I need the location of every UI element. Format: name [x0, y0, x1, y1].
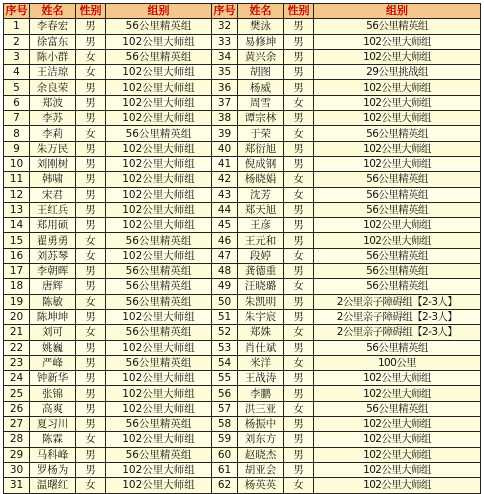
cell-group: 56公里精英组	[106, 294, 212, 309]
cell-group: 102公里大师组	[314, 111, 481, 126]
cell-name: 翟勇勇	[30, 233, 76, 248]
cell-gender: 男	[284, 340, 314, 355]
cell-seq: 62	[212, 478, 238, 493]
cell-gender: 女	[76, 233, 106, 248]
cell-group: 102公里大师组	[314, 141, 481, 156]
header-gender: 性别	[284, 4, 314, 19]
cell-gender: 男	[76, 111, 106, 126]
cell-seq: 18	[4, 279, 30, 294]
cell-name: 朱凯明	[238, 294, 284, 309]
table-row	[4, 432, 481, 447]
cell-seq: 57	[212, 401, 238, 416]
cell-name: 王元和	[238, 233, 284, 248]
cell-seq: 29	[4, 447, 30, 462]
cell-name: 王彦	[238, 218, 284, 233]
cell-name: 罗杨为	[30, 462, 76, 477]
cell-gender: 男	[76, 141, 106, 156]
cell-gender: 男	[76, 19, 106, 34]
cell-group: 102公里大师组	[106, 80, 212, 95]
cell-seq: 15	[4, 233, 30, 248]
cell-group: 56公里精英组	[314, 187, 481, 202]
cell-seq: 22	[4, 340, 30, 355]
cell-group: 2公里亲子障碍组【2-3人】	[314, 325, 481, 340]
cell-name: 王战涛	[238, 371, 284, 386]
cell-group: 102公里大师组	[314, 417, 481, 432]
cell-name: 余良荣	[30, 80, 76, 95]
cell-group: 56公里精英组	[106, 417, 212, 432]
cell-group: 102公里大师组	[314, 233, 481, 248]
cell-group: 56公里精英组	[314, 401, 481, 416]
cell-seq: 12	[4, 187, 30, 202]
cell-group: 56公里精英组	[314, 248, 481, 263]
cell-name: 周雪	[238, 95, 284, 110]
cell-gender: 男	[76, 309, 106, 324]
cell-gender: 男	[284, 264, 314, 279]
cell-group: 102公里大师组	[106, 462, 212, 477]
cell-gender: 男	[76, 371, 106, 386]
cell-name: 朱宇宸	[238, 309, 284, 324]
cell-group: 56公里精英组	[314, 202, 481, 217]
cell-gender: 男	[284, 202, 314, 217]
cell-seq: 55	[212, 371, 238, 386]
cell-gender: 女	[284, 187, 314, 202]
table-row	[4, 233, 481, 248]
cell-name: 胡图	[238, 65, 284, 80]
table-row	[4, 19, 481, 34]
cell-seq: 31	[4, 478, 30, 493]
header-seq: 序号	[5, 4, 28, 18]
cell-group: 102公里大师组	[106, 111, 212, 126]
table-row	[4, 264, 481, 279]
cell-group: 56公里精英组	[314, 172, 481, 187]
cell-seq: 42	[212, 172, 238, 187]
cell-gender: 男	[284, 294, 314, 309]
table-row	[4, 218, 481, 233]
header-name: 姓名	[238, 4, 284, 19]
cell-seq: 4	[4, 65, 30, 80]
cell-group: 102公里大师组	[106, 65, 212, 80]
table-row	[4, 417, 481, 432]
cell-group: 56公里精英组	[314, 19, 481, 34]
cell-name: 宋君	[30, 187, 76, 202]
cell-group: 102公里大师组	[314, 462, 481, 477]
cell-group: 29公里挑战组	[314, 65, 481, 80]
cell-gender: 男	[284, 80, 314, 95]
table-body	[4, 19, 481, 493]
cell-name: 夏习川	[30, 417, 76, 432]
cell-name: 龚德重	[238, 264, 284, 279]
cell-seq: 10	[4, 156, 30, 171]
cell-gender: 女	[284, 355, 314, 370]
cell-seq: 7	[4, 111, 30, 126]
cell-seq: 34	[212, 49, 238, 64]
cell-seq: 61	[212, 462, 238, 477]
cell-name: 郑天旭	[238, 202, 284, 217]
header-name: 姓名	[30, 4, 76, 19]
cell-gender: 男	[76, 95, 106, 110]
cell-seq: 59	[212, 432, 238, 447]
cell-gender: 男	[284, 309, 314, 324]
cell-group: 102公里大师组	[314, 34, 481, 49]
header-group: 组别	[106, 4, 212, 19]
cell-name: 刘刚树	[30, 156, 76, 171]
cell-gender: 女	[76, 248, 106, 263]
cell-seq: 52	[212, 325, 238, 340]
cell-name: 易修坤	[238, 34, 284, 49]
cell-gender: 男	[76, 417, 106, 432]
cell-name: 陈霖	[30, 432, 76, 447]
cell-group: 102公里大师组	[314, 447, 481, 462]
cell-seq: 51	[212, 309, 238, 324]
cell-group: 102公里大师组	[314, 49, 481, 64]
cell-seq: 3	[4, 49, 30, 64]
cell-gender: 女	[76, 49, 106, 64]
cell-name: 沈芳	[238, 187, 284, 202]
cell-name: 朱万民	[30, 141, 76, 156]
cell-seq: 11	[4, 172, 30, 187]
cell-seq: 41	[212, 156, 238, 171]
table-row	[4, 65, 481, 80]
cell-group: 56公里精英组	[106, 279, 212, 294]
cell-group: 56公里精英组	[106, 126, 212, 141]
cell-gender: 男	[76, 80, 106, 95]
cell-seq: 37	[212, 95, 238, 110]
cell-group: 102公里大师组	[106, 34, 212, 49]
cell-name: 姚巍	[30, 340, 76, 355]
cell-seq: 38	[212, 111, 238, 126]
cell-seq: 53	[212, 340, 238, 355]
table-row	[4, 202, 481, 217]
table-row	[4, 462, 481, 477]
cell-gender: 男	[284, 156, 314, 171]
table-row	[4, 386, 481, 401]
cell-group: 56公里精英组	[106, 49, 212, 64]
cell-name: 张锦	[30, 386, 76, 401]
cell-name: 郑姝	[238, 325, 284, 340]
cell-gender: 男	[76, 462, 106, 477]
cell-group: 56公里精英组	[106, 355, 212, 370]
cell-group: 102公里大师组	[106, 478, 212, 493]
cell-name: 于荣	[238, 126, 284, 141]
cell-group: 102公里大师组	[314, 386, 481, 401]
cell-group: 102公里大师组	[106, 156, 212, 171]
cell-gender: 男	[76, 264, 106, 279]
cell-name: 杨英英	[238, 478, 284, 493]
cell-seq: 45	[212, 218, 238, 233]
table-row	[4, 478, 481, 493]
header-group: 组别	[314, 4, 481, 19]
cell-gender: 女	[284, 478, 314, 493]
cell-group: 102公里大师组	[106, 172, 212, 187]
cell-seq: 25	[4, 386, 30, 401]
table-row	[4, 172, 481, 187]
cell-group: 102公里大师组	[314, 218, 481, 233]
cell-group: 102公里大师组	[314, 478, 481, 493]
table-row	[4, 371, 481, 386]
cell-seq: 56	[212, 386, 238, 401]
cell-gender: 女	[76, 126, 106, 141]
cell-name: 徐富东	[30, 34, 76, 49]
cell-name: 李朝晖	[30, 264, 76, 279]
cell-seq: 48	[212, 264, 238, 279]
cell-group: 100公里	[314, 355, 481, 370]
cell-name: 洪三亚	[238, 401, 284, 416]
cell-name: 李莉	[30, 126, 76, 141]
cell-seq: 44	[212, 202, 238, 217]
cell-gender: 女	[76, 478, 106, 493]
cell-name: 刘东方	[238, 432, 284, 447]
cell-gender: 男	[284, 111, 314, 126]
table-row	[4, 355, 481, 370]
cell-gender: 男	[76, 218, 106, 233]
cell-name: 黄兴余	[238, 49, 284, 64]
cell-seq: 50	[212, 294, 238, 309]
cell-gender: 女	[76, 65, 106, 80]
cell-seq: 24	[4, 371, 30, 386]
cell-name: 李春宏	[30, 19, 76, 34]
cell-gender: 男	[284, 447, 314, 462]
cell-group: 56公里精英组	[106, 447, 212, 462]
cell-gender: 男	[284, 34, 314, 49]
cell-seq: 23	[4, 355, 30, 370]
cell-group: 56公里精英组	[106, 19, 212, 34]
cell-seq: 60	[212, 447, 238, 462]
cell-seq: 54	[212, 355, 238, 370]
cell-group: 102公里大师组	[106, 141, 212, 156]
cell-seq: 17	[4, 264, 30, 279]
cell-gender: 男	[76, 279, 106, 294]
cell-name: 陈小群	[30, 49, 76, 64]
cell-group: 56公里精英组	[314, 264, 481, 279]
cell-name: 李鹏	[238, 386, 284, 401]
cell-group: 102公里大师组	[314, 432, 481, 447]
cell-group: 56公里精英组	[314, 279, 481, 294]
cell-name: 米洋	[238, 355, 284, 370]
table-row	[4, 156, 481, 171]
cell-name: 王红兵	[30, 202, 76, 217]
cell-seq: 58	[212, 417, 238, 432]
cell-gender: 男	[76, 172, 106, 187]
cell-seq: 2	[4, 34, 30, 49]
cell-seq: 49	[212, 279, 238, 294]
cell-name: 陈敏	[30, 294, 76, 309]
cell-name: 刘苏琴	[30, 248, 76, 263]
cell-group: 2公里亲子障碍组【2-3人】	[314, 309, 481, 324]
header-seq: 序号	[213, 4, 236, 18]
cell-name: 李苏	[30, 111, 76, 126]
cell-name: 汪晓璐	[238, 279, 284, 294]
cell-seq: 6	[4, 95, 30, 110]
cell-gender: 男	[284, 65, 314, 80]
cell-name: 高爽	[30, 401, 76, 416]
cell-name: 杨振中	[238, 417, 284, 432]
table-row	[4, 279, 481, 294]
cell-group: 102公里大师组	[106, 95, 212, 110]
cell-gender: 女	[284, 126, 314, 141]
cell-name: 胡亚会	[238, 462, 284, 477]
table-row	[4, 49, 481, 64]
cell-group: 102公里大师组	[106, 340, 212, 355]
cell-group: 102公里大师组	[106, 248, 212, 263]
cell-group: 102公里大师组	[106, 386, 212, 401]
table-row	[4, 34, 481, 49]
cell-seq: 30	[4, 462, 30, 477]
cell-gender: 男	[284, 371, 314, 386]
cell-group: 102公里大师组	[106, 401, 212, 416]
cell-name: 刘可	[30, 325, 76, 340]
cell-group: 102公里大师组	[106, 218, 212, 233]
cell-seq: 16	[4, 248, 30, 263]
cell-group: 2公里亲子障碍组【2-3人】	[314, 294, 481, 309]
cell-gender: 男	[76, 156, 106, 171]
cell-seq: 46	[212, 233, 238, 248]
cell-seq: 33	[212, 34, 238, 49]
cell-seq: 13	[4, 202, 30, 217]
header-gender: 性别	[76, 4, 106, 19]
cell-group: 56公里精英组	[314, 126, 481, 141]
cell-name: 温曙红	[30, 478, 76, 493]
cell-group: 102公里大师组	[314, 95, 481, 110]
cell-gender: 女	[76, 294, 106, 309]
cell-gender: 女	[284, 172, 314, 187]
cell-seq: 47	[212, 248, 238, 263]
table-row	[4, 95, 481, 110]
cell-gender: 女	[284, 325, 314, 340]
cell-group: 102公里大师组	[314, 80, 481, 95]
cell-gender: 男	[284, 218, 314, 233]
cell-group: 102公里大师组	[106, 432, 212, 447]
cell-gender: 男	[76, 187, 106, 202]
table-row	[4, 248, 481, 263]
cell-gender: 女	[284, 95, 314, 110]
cell-seq: 8	[4, 126, 30, 141]
cell-name: 赵晓杰	[238, 447, 284, 462]
cell-name: 马科峰	[30, 447, 76, 462]
cell-gender: 男	[76, 401, 106, 416]
table-row	[4, 80, 481, 95]
cell-name: 杨威	[238, 80, 284, 95]
cell-group: 102公里大师组	[314, 156, 481, 171]
cell-group: 102公里大师组	[106, 202, 212, 217]
cell-group: 56公里精英组	[314, 340, 481, 355]
cell-gender: 女	[284, 279, 314, 294]
cell-gender: 男	[284, 19, 314, 34]
cell-name: 肖仕斌	[238, 340, 284, 355]
cell-name: 段婷	[238, 248, 284, 263]
cell-gender: 男	[284, 141, 314, 156]
cell-gender: 男	[284, 432, 314, 447]
cell-seq: 19	[4, 294, 30, 309]
table-row	[4, 141, 481, 156]
cell-gender: 男	[76, 355, 106, 370]
cell-gender: 男	[284, 386, 314, 401]
cell-name: 钟新华	[30, 371, 76, 386]
cell-name: 樊泳	[238, 19, 284, 34]
cell-name: 郑波	[30, 95, 76, 110]
cell-gender: 女	[76, 325, 106, 340]
table-row	[4, 294, 481, 309]
cell-seq: 1	[4, 19, 30, 34]
cell-seq: 36	[212, 80, 238, 95]
cell-group: 56公里精英组	[106, 233, 212, 248]
cell-group: 102公里大师组	[106, 187, 212, 202]
cell-seq: 20	[4, 309, 30, 324]
cell-group: 102公里大师组	[314, 371, 481, 386]
cell-name: 严峰	[30, 355, 76, 370]
table-row	[4, 340, 481, 355]
cell-seq: 5	[4, 80, 30, 95]
cell-gender: 女	[284, 401, 314, 416]
cell-name: 倪成钢	[238, 156, 284, 171]
cell-seq: 32	[212, 19, 238, 34]
header-row	[4, 4, 481, 19]
cell-name: 郑衍旭	[238, 141, 284, 156]
cell-group: 102公里大师组	[106, 371, 212, 386]
cell-gender: 男	[76, 34, 106, 49]
table-row	[4, 325, 481, 340]
table-row	[4, 447, 481, 462]
cell-seq: 26	[4, 401, 30, 416]
cell-gender: 男	[76, 386, 106, 401]
cell-gender: 女	[76, 432, 106, 447]
cell-seq: 39	[212, 126, 238, 141]
registration-table	[3, 3, 481, 494]
cell-seq: 21	[4, 325, 30, 340]
cell-seq: 14	[4, 218, 30, 233]
cell-gender: 男	[284, 462, 314, 477]
cell-gender: 男	[76, 340, 106, 355]
cell-name: 谭宗林	[238, 111, 284, 126]
cell-gender: 女	[284, 248, 314, 263]
cell-group: 102公里大师组	[106, 309, 212, 324]
cell-seq: 28	[4, 432, 30, 447]
cell-group: 56公里精英组	[106, 325, 212, 340]
table-row	[4, 401, 481, 416]
cell-name: 杨晓娟	[238, 172, 284, 187]
cell-name: 王洁琼	[30, 65, 76, 80]
table-row	[4, 111, 481, 126]
cell-seq: 27	[4, 417, 30, 432]
cell-gender: 男	[76, 202, 106, 217]
cell-seq: 43	[212, 187, 238, 202]
cell-group: 56公里精英组	[106, 264, 212, 279]
cell-gender: 男	[284, 49, 314, 64]
cell-gender: 男	[284, 233, 314, 248]
table-row	[4, 309, 481, 324]
cell-gender: 男	[76, 447, 106, 462]
table-row	[4, 126, 481, 141]
cell-seq: 35	[212, 65, 238, 80]
table-row	[4, 187, 481, 202]
cell-gender: 男	[284, 417, 314, 432]
cell-seq: 40	[212, 141, 238, 156]
cell-name: 陈坤坤	[30, 309, 76, 324]
cell-name: 韩啸	[30, 172, 76, 187]
cell-seq: 9	[4, 141, 30, 156]
cell-name: 郑用硕	[30, 218, 76, 233]
cell-name: 唐辉	[30, 279, 76, 294]
